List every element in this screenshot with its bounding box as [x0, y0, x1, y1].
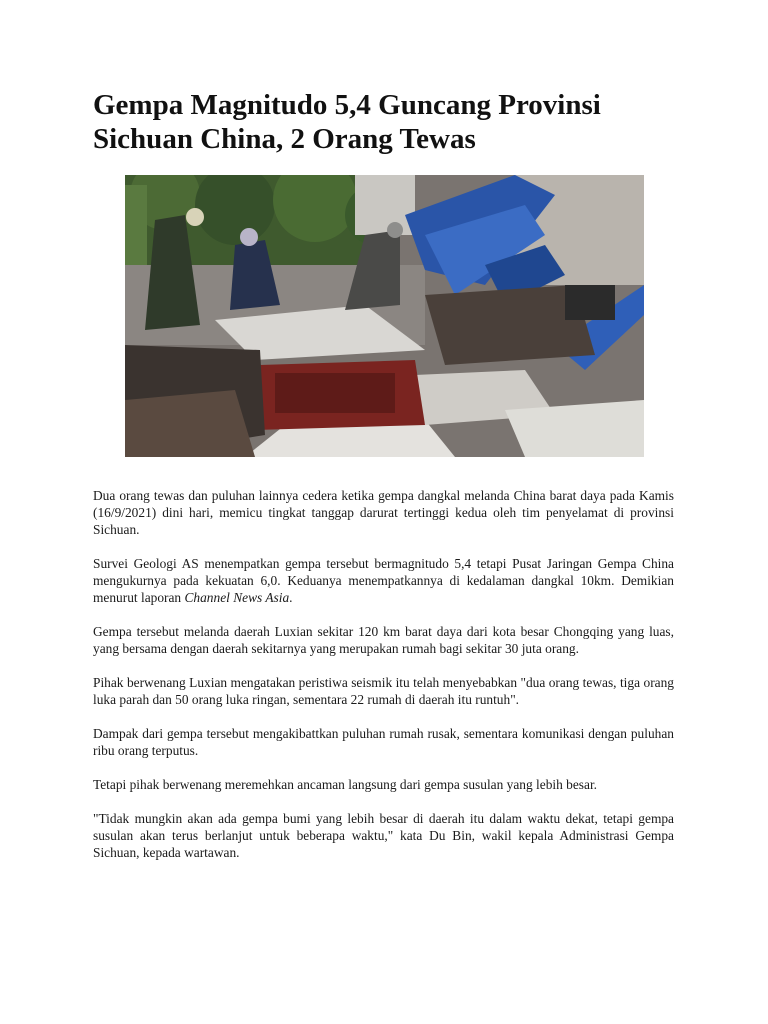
- source-name: Channel News Asia: [184, 590, 290, 605]
- paragraph-7: "Tidak mungkin akan ada gempa bumi yang lebih besar di daerah itu dalam waktu dekat, tetapi gempa susulan akan terus berlanjut untuk beberapa waktu," kata Du Bin, wakil kepala Administrasi Gempa Sichuan, kepada wartawan.: [93, 811, 674, 860]
- paragraph-2-tail: .: [289, 590, 293, 605]
- paragraph-6: Tetapi pihak berwenang meremehkan ancaman langsung dari gempa susulan yang lebih besar.: [93, 777, 598, 792]
- paragraph-5: Dampak dari gempa tersebut mengakibattkan puluhan rumah rusak, sementara komunikasi dengan puluhan ribu orang terputus.: [93, 726, 674, 758]
- paragraph-1: Dua orang tewas dan puluhan lainnya cedera ketika gempa dangkal melanda China barat daya pada Kamis (16/9/2021) dini hari, memicu tingkat tanggap darurat tertinggi kedua oleh tim penyelamat di provinsi Sichuan.: [93, 488, 674, 537]
- paragraph-3: Gempa tersebut melanda daerah Luxian sekitar 120 km barat daya dari kota besar Chongqing yang luas, yang bersama dengan daerah sekitarnya yang merupakan rumah bagi sekitar 30 juta orang.: [93, 624, 674, 656]
- paragraph-2: [93, 555, 674, 606]
- earthquake-rubble-image: [125, 175, 644, 457]
- article-title: Gempa Magnitudo 5,4 Guncang Provinsi Sichuan China, 2 Orang Tewas: [93, 89, 601, 155]
- news-photo: [125, 175, 644, 457]
- article-body: [93, 487, 674, 878]
- paragraph-2-text: Survei Geologi AS menempatkan gempa tersebut bermagnitudo 5,4 tetapi Pusat Jaringan Gempa China mengukurnya pada kekuatan 6,0. Keduanya menempatkannya di kedalaman dangkal 10km. Demikian menurut laporan: [93, 556, 674, 605]
- paragraph-4: Pihak berwenang Luxian mengatakan peristiwa seismik itu telah menyebabkan "dua orang tewas, tiga orang luka parah dan 50 orang luka ringan, sementara 22 rumah di daerah itu runtuh".: [93, 675, 674, 707]
